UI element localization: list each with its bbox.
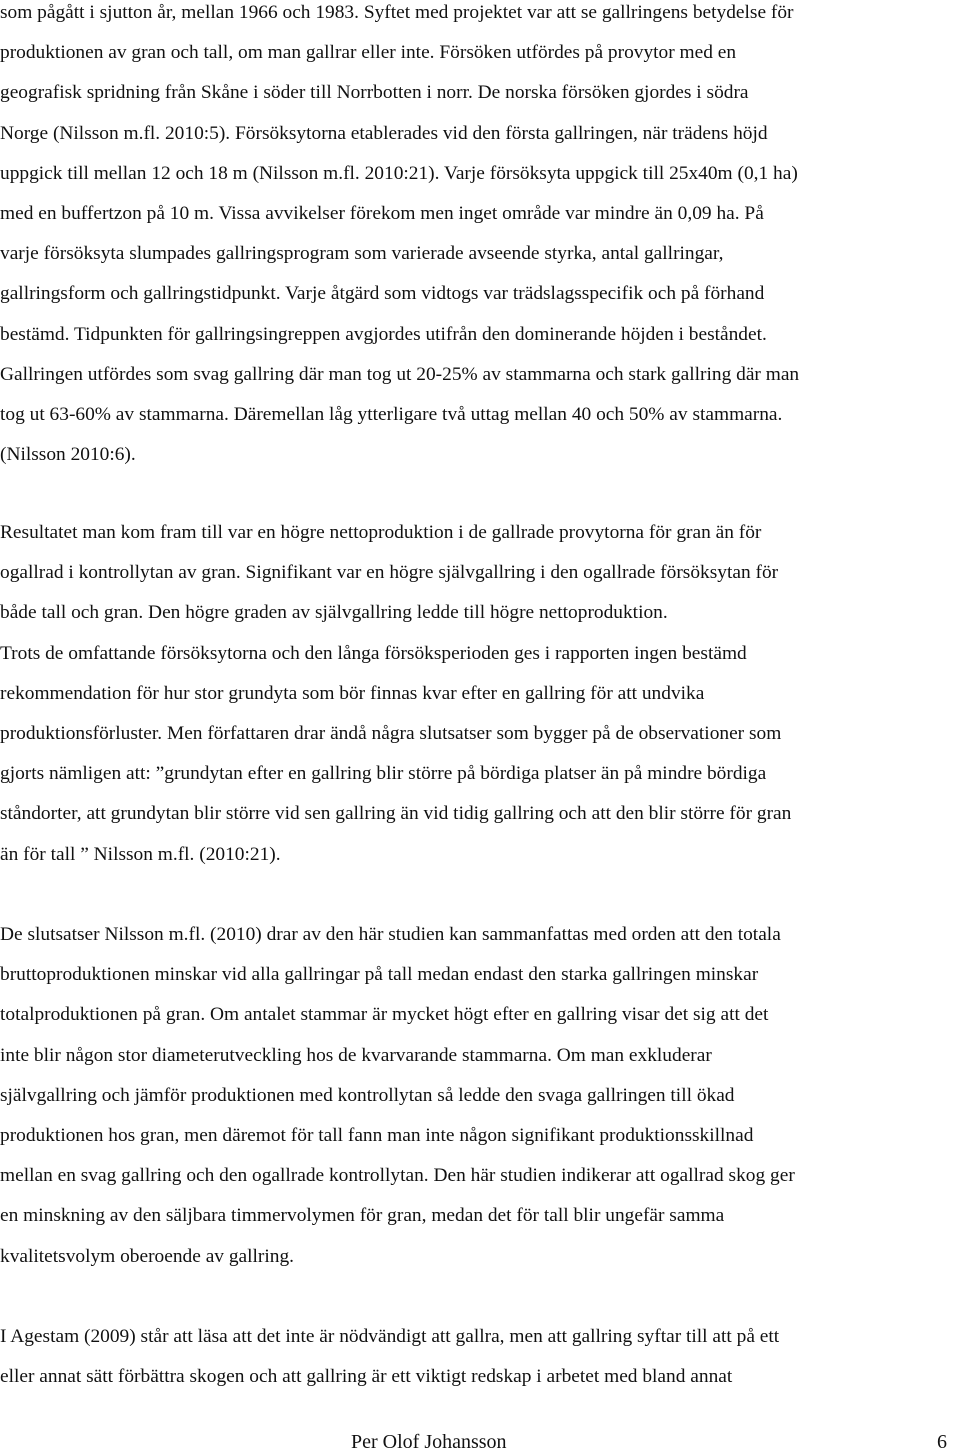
text-line: självgallring och jämför produktionen med kontrollytan så ledde den svaga gallringen till ökad — [0, 1084, 735, 1106]
text-line: Trots de omfattande försöksytorna och den långa försöksperioden ges i rapporten ingen bestämd — [0, 642, 747, 664]
text-line: varje försöksyta slumpades gallringsprogram som varierade avseende styrka, antal gallringar, — [0, 243, 724, 265]
text-line: en minskning av den säljbara timmervolymen för gran, medan det för tall blir ungefär samma — [0, 1205, 725, 1227]
page-footer — [0, 1430, 960, 1454]
text-line: mellan en svag gallring och den ogallrade kontrollytan. Den här studien indikerar att ogallrad skog ger — [0, 1165, 795, 1187]
text-line: Gallringen utfördes som svag gallring där man tog ut 20-25% av stammarna och stark gallring där man — [0, 363, 800, 385]
text-line: inte blir någon stor diameterutveckling hos de kvarvarande stammarna. Om man exkluderar — [0, 1044, 712, 1066]
text-line: både tall och gran. Den högre graden av självgallring ledde till högre nettoproduktion. — [0, 602, 668, 624]
text-line: De slutsatser Nilsson m.fl. (2010) drar av den här studien kan sammanfattas med orden att den totala — [0, 924, 781, 945]
text-line: Resultatet man kom fram till var en högre nettoproduktion i de gallrade provytorna för gran än för — [0, 522, 762, 543]
text-line: Norge (Nilsson m.fl. 2010:5). Försöksytorna etablerades vid den första gallringen, när trädens höjd — [0, 122, 768, 144]
text-line: tog ut 63-60% av stammarna. Däremellan låg ytterligare två uttag mellan 40 och 50% av stammarna. — [0, 403, 783, 425]
text-line: produktionen av gran och tall, om man gallrar eller inte. Försöken utfördes på provytor med en — [0, 42, 737, 64]
text-line: uppgick till mellan 12 och 18 m (Nilsson m.fl. 2010:21). Varje försöksyta uppgick till 25x40m (0,1 ha) — [0, 162, 798, 184]
text-line: ogallrad i kontrollytan av gran. Signifikant var en högre självgallring i den ogallrade försöksytan för — [0, 562, 779, 584]
text-line: (Nilsson 2010:6). — [0, 444, 136, 466]
paragraph-trial-description — [0, 0, 960, 475]
text-line: eller annat sätt förbättra skogen och att gallring är ett viktigt redskap i arbetet med bland annat — [0, 1366, 733, 1388]
text-line: geografisk spridning från Skåne i söder till Norrbotten i norr. De norska försöken gjordes i södra — [0, 82, 749, 104]
paragraph-results — [0, 513, 960, 875]
text-line: ståndorter, att grundytan blir större vid sen gallring än vid tidig gallring och att den blir större för gran — [0, 803, 792, 825]
text-line: I Agestam (2009) står att läsa att det inte är nödvändigt att gallra, men att gallring syftar till att på ett — [0, 1326, 780, 1347]
text-line: som pågått i sjutton år, mellan 1966 och 1983. Syftet med projektet var att se gallringens betydelse för — [0, 2, 794, 23]
paragraph-agestam — [0, 1317, 960, 1397]
text-line: produktionen hos gran, men däremot för tall fann man inte någon signifikant produktionsskillnad — [0, 1124, 754, 1146]
text-line: gallringsform och gallringstidpunkt. Varje åtgärd som vidtogs var trädslagsspecifik och på förhand — [0, 283, 765, 305]
page-number: 6 — [937, 1431, 947, 1453]
text-line: bestämd. Tidpunkten för gallringsingreppen avgjordes utifrån den dominerande höjden i beståndet. — [0, 323, 767, 345]
text-line: totalproduktionen på gran. Om antalet stammar är mycket högt efter en gallring visar det sig att det — [0, 1004, 769, 1026]
paragraph-conclusions — [0, 915, 960, 1277]
text-line: gjorts nämligen att: ”grundytan efter en gallring blir större på bördiga platser än på mindre bördiga — [0, 763, 767, 785]
text-line: kvalitetsvolym oberoende av gallring. — [0, 1245, 295, 1267]
text-line: rekommendation för hur stor grundyta som bör finnas kvar efter en gallring för att undvika — [0, 682, 705, 704]
text-line: bruttoproduktionen minskar vid alla gallringar på tall medan endast den starka gallringen minskar — [0, 964, 759, 986]
text-line: med en buffertzon på 10 m. Vissa avvikelser förekom men inget område var mindre än 0,09 ha. På — [0, 202, 764, 224]
text-line: produktionsförluster. Men författaren drar ändå några slutsatser som bygger på de observationer som — [0, 722, 782, 744]
footer-author: Per Olof Johansson — [351, 1431, 507, 1453]
text-line: än för tall ” Nilsson m.fl. (2010:21). — [0, 843, 281, 865]
